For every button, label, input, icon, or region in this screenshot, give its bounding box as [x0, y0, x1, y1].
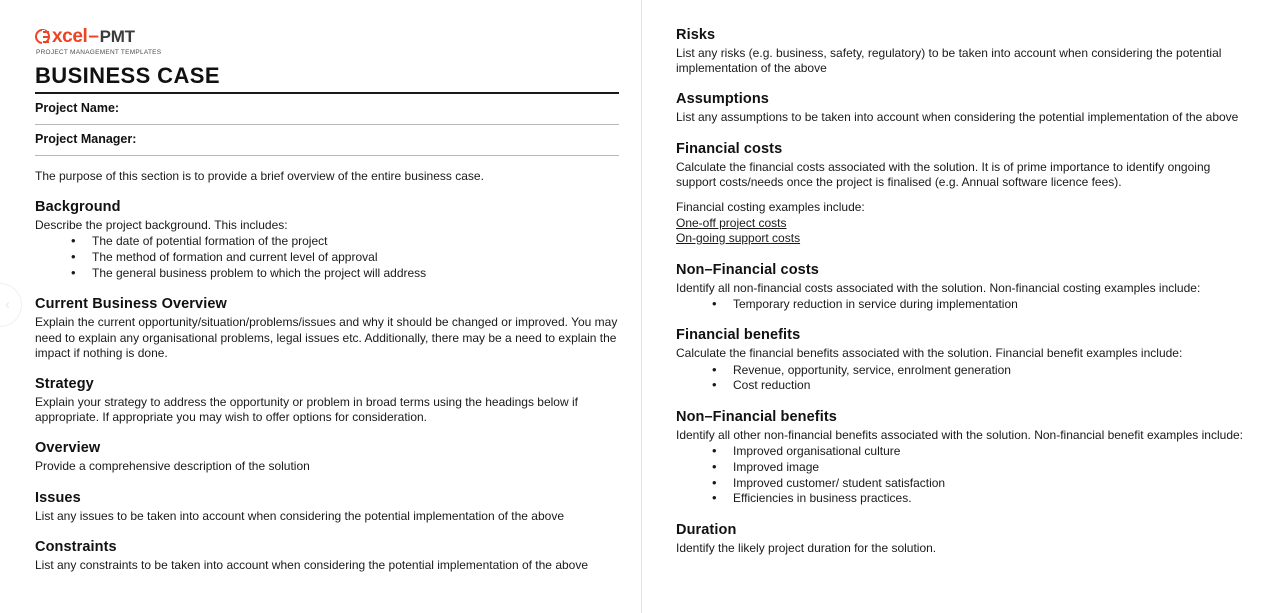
logo-wordmark — [35, 26, 619, 48]
section-non-financial-benefits — [676, 408, 1245, 507]
logo-word-primary: xcel — [52, 26, 88, 47]
section-body: Provide a comprehensive description of the solution — [35, 459, 310, 474]
list-item: • The method of formation and current level of approval — [92, 250, 619, 266]
section-bullet-list — [676, 297, 1245, 313]
field-project-name-colon: : — [114, 101, 120, 115]
section-body: List any constraints to be taken into account when considering the potential implementation of the above — [35, 557, 589, 572]
list-item: • Cost reduction — [733, 378, 1245, 394]
list-item: • The date of potential formation of the project — [92, 234, 619, 250]
section-body: Calculate the financial benefits associated with the solution. Financial benefit examples include: — [676, 346, 1183, 361]
section-body: Identify all other non-financial benefits associated with the solution. Non-financial benefit examples include: — [676, 428, 1243, 443]
section-heading: Constraints — [35, 538, 117, 555]
sub-list-lead: Financial costing examples include: — [676, 200, 865, 215]
section-bullet-list — [676, 444, 1245, 507]
section-heading: Financial costs — [676, 140, 783, 157]
section-heading: Strategy — [35, 375, 94, 392]
list-item: • Temporary reduction in service during implementation — [733, 297, 1245, 313]
section-heading: Non–Financial benefits — [676, 409, 837, 426]
section-issues — [35, 489, 619, 524]
document-intro: The purpose of this section is to provide a brief overview of the entire business case. — [35, 169, 484, 183]
underlined-item-one-off-project-costs: One-off project costs — [676, 215, 787, 230]
section-bullet-list — [676, 363, 1245, 394]
field-project-manager-rule — [35, 155, 619, 156]
section-body: Identify all non-financial costs associated with the solution. Non-financial costing examples include: — [676, 280, 1201, 295]
section-duration — [676, 521, 1245, 556]
circle-e-logo-icon — [35, 29, 52, 46]
section-heading: Issues — [35, 489, 81, 506]
section-financial-benefits — [676, 326, 1245, 394]
field-project-manager-label: Project Manager — [35, 132, 133, 146]
brand-logo — [35, 26, 619, 56]
section-heading: Non–Financial costs — [676, 261, 819, 278]
section-body: List any assumptions to be taken into account when considering the potential implementation of the above — [676, 110, 1239, 125]
section-body: Describe the project background. This includes: — [35, 218, 288, 232]
section-financial-costs — [676, 140, 1245, 247]
field-project-manager[interactable] — [35, 125, 619, 149]
section-constraints — [35, 538, 619, 573]
section-overview — [35, 439, 619, 474]
section-body: Calculate the financial costs associated with the solution. It is of prime importance to identify ongoing support costs/needs once the project is finalised (e.g. Annual software licence fees). — [676, 159, 1211, 189]
field-project-manager-colon: : — [132, 132, 137, 146]
list-item: • Efficiencies in business practices. — [733, 491, 1245, 507]
section-heading: Background — [35, 199, 121, 215]
section-body: Identify the likely project duration for the solution. — [676, 541, 937, 556]
list-item: • Improved organisational culture — [733, 444, 1245, 460]
column-divider — [641, 0, 642, 613]
field-project-name-label: Project Name — [35, 101, 115, 115]
section-risks — [676, 26, 1245, 76]
section-non-financial-costs — [676, 261, 1245, 313]
page-title: BUSINESS CASE — [35, 63, 220, 88]
list-item: • Revenue, opportunity, service, enrolment generation — [733, 363, 1245, 379]
section-heading: Financial benefits — [676, 327, 801, 344]
right-page-column — [641, 0, 1263, 613]
section-current-business-overview — [35, 295, 619, 361]
section-assumptions — [676, 90, 1245, 125]
section-heading: Overview — [35, 440, 101, 457]
section-heading: Duration — [676, 522, 737, 539]
section-body: Explain the current opportunity/situation/problems/issues and why it should be changed or improved. You may need to explain any organisational problems, legal issues etc. Additionally, there may be a need to explain the impact if nothing is done. — [35, 315, 618, 360]
section-bullet-list — [35, 234, 619, 281]
logo-word-secondary: PMT — [99, 27, 135, 46]
field-project-name[interactable] — [35, 94, 619, 118]
section-body: List any issues to be taken into account when considering the potential implementation of the above — [35, 508, 565, 523]
section-background — [35, 198, 619, 281]
section-heading: Risks — [676, 27, 716, 43]
logo-tagline: PROJECT MANAGEMENT TEMPLATES — [36, 49, 162, 56]
section-heading: Current Business Overview — [35, 296, 227, 313]
section-body: List any risks (e.g. business, safety, regulatory) to be taken into account when considering the potential implementation of the above — [676, 46, 1222, 76]
section-strategy — [35, 375, 619, 425]
section-body: Explain your strategy to address the opportunity or problem in broad terms using the headings below if appropriate. If appropriate you may wish to offer options for consideration. — [35, 394, 578, 425]
financial-costing-examples — [676, 200, 1245, 247]
chevron-left-icon: ‹ — [5, 296, 10, 313]
logo-dash: – — [88, 26, 99, 47]
underlined-item-ongoing-support-costs: On-going support costs — [676, 231, 801, 246]
list-item: • Improved image — [733, 460, 1245, 476]
list-item: • The general business problem to which the project will address — [92, 266, 619, 282]
list-item: • Improved customer/ student satisfaction — [733, 476, 1245, 492]
section-heading: Assumptions — [676, 91, 769, 108]
